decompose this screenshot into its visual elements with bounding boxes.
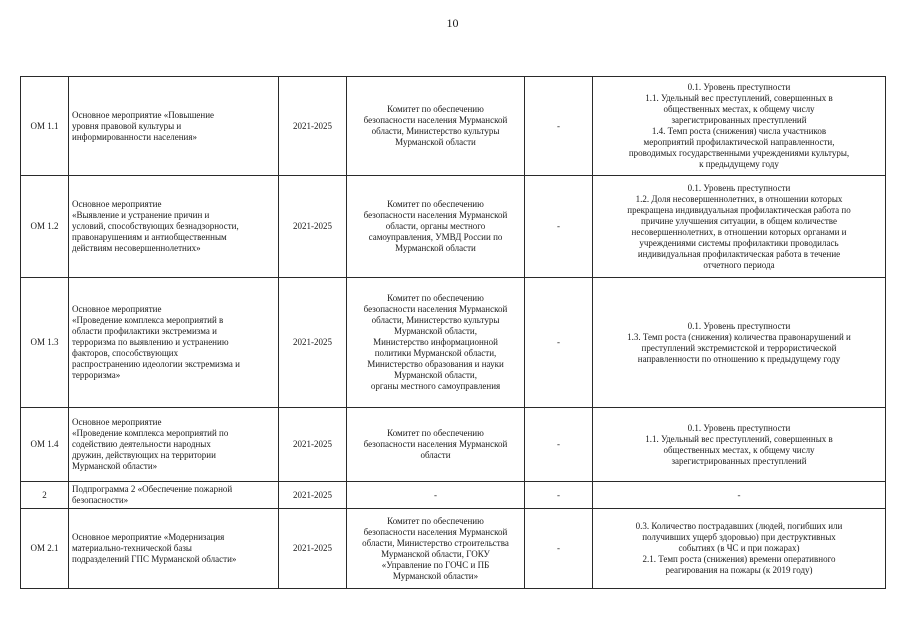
table-row	[21, 482, 886, 509]
program-table	[20, 76, 886, 589]
activity-executor: Комитет по обеспечению безопасности населения Мурманской области	[347, 408, 525, 482]
table-row	[21, 509, 886, 589]
activity-indicators: 0.1. Уровень преступности 1.1. Удельный вес преступлений, совершенных в общественных местах, к общему числу зарегистрированных преступлений 1.4. Темп роста (снижения) числа участников мероприятий профилактической направленности, проводимых государственными учреждениями культуры, к предыдущему году	[593, 77, 886, 176]
subprogram-financing: -	[525, 482, 593, 509]
page-number: 10	[446, 16, 459, 30]
activity-financing: -	[525, 408, 593, 482]
activity-executor: Комитет по обеспечению безопасности населения Мурманской области, органы местного самоуправления, УМВД России по Мурманской области	[347, 176, 525, 278]
activity-years: 2021-2025	[279, 509, 347, 589]
activity-name: Основное мероприятие «Выявление и устранение причин и условий, способствующих безнадзорности, правонарушениям и антиобщественным действиям несовершеннолетних»	[69, 176, 279, 278]
activity-code: ОМ 1.2	[21, 176, 69, 278]
activity-code: ОМ 1.1	[21, 77, 69, 176]
activity-executor: Комитет по обеспечению безопасности населения Мурманской области, Министерство культуры Мурманской области	[347, 77, 525, 176]
activity-financing: -	[525, 509, 593, 589]
activity-years: 2021-2025	[279, 408, 347, 482]
activity-name: Основное мероприятие «Повышение уровня правовой культуры и информированности населения»	[69, 77, 279, 176]
activity-code: ОМ 1.4	[21, 408, 69, 482]
activity-indicators: 0.1. Уровень преступности 1.1. Удельный вес преступлений, совершенных в общественных местах, к общему числу зарегистрированных преступлений	[593, 408, 886, 482]
table-row	[21, 176, 886, 278]
activity-executor: Комитет по обеспечению безопасности населения Мурманской области, Министерство строительства Мурманской области, ГОКУ «Управление по ГОЧС и ПБ Мурманской области»	[347, 509, 525, 589]
subprogram-name: Подпрограмма 2 «Обеспечение пожарной безопасности»	[69, 482, 279, 509]
activity-code: ОМ 2.1	[21, 509, 69, 589]
activity-years: 2021-2025	[279, 77, 347, 176]
activity-code: ОМ 1.3	[21, 278, 69, 408]
activity-name: Основное мероприятие «Модернизация материально-технической базы подразделений ГПС Мурманской области»	[69, 509, 279, 589]
activity-financing: -	[525, 278, 593, 408]
activity-financing: -	[525, 77, 593, 176]
subprogram-indicators: -	[593, 482, 886, 509]
activity-executor: Комитет по обеспечению безопасности населения Мурманской области, Министерство культуры Мурманской области, Министерство информационной политики Мурманской области, Министерство образования и науки Мурманской области, органы местного самоуправления	[347, 278, 525, 408]
activity-indicators: 0.3. Количество пострадавших (людей, погибших или получивших ущерб здоровью) при деструктивных событиях (в ЧС и при пожарах) 2.1. Темп роста (снижения) времени оперативного реагирования на пожары (к 2019 году)	[593, 509, 886, 589]
activity-years: 2021-2025	[279, 176, 347, 278]
activity-indicators: 0.1. Уровень преступности 1.2. Доля несовершеннолетних, в отношении которых прекращена индивидуальная профилактическая работа по причине улучшения ситуации, в общем количестве несовершеннолетних, в отношении которых органами и учреждениями системы профилактики проводилась индивидуальная профилактическая работа в течение отчетного периода	[593, 176, 886, 278]
subprogram-executor: -	[347, 482, 525, 509]
activity-name: Основное мероприятие «Проведение комплекса мероприятий по содействию деятельности народных дружин, действующих на территории Мурманской области»	[69, 408, 279, 482]
subprogram-years: 2021-2025	[279, 482, 347, 509]
activity-years: 2021-2025	[279, 278, 347, 408]
activity-financing: -	[525, 176, 593, 278]
activity-indicators: 0.1. Уровень преступности 1.3. Темп роста (снижения) количества правонарушений и преступлений экстремистской и террористической направленности по отношению к предыдущему году	[593, 278, 886, 408]
table-row	[21, 278, 886, 408]
subprogram-code: 2	[21, 482, 69, 509]
table-row	[21, 77, 886, 176]
table-row	[21, 408, 886, 482]
activity-name: Основное мероприятие «Проведение комплекса мероприятий в области профилактики экстремизма и терроризма по выявлению и устранению факторов, способствующих распространению идеологии экстремизма и терроризма»	[69, 278, 279, 408]
